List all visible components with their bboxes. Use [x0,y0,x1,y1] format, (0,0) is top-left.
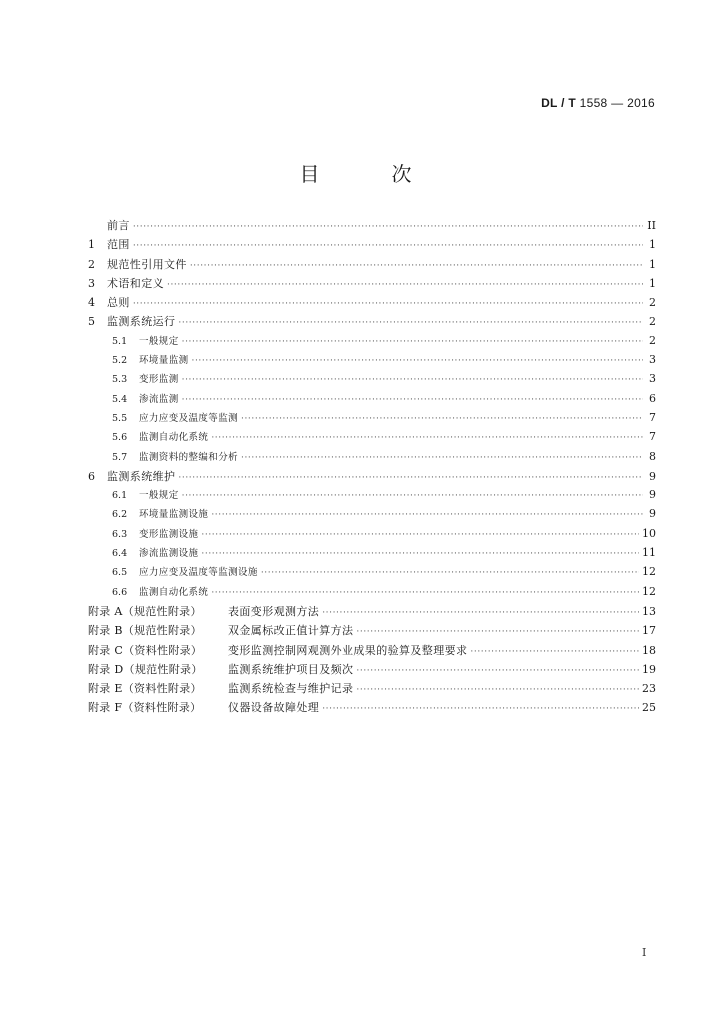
toc-entry-page: II [647,219,656,232]
toc-entry-page: 9 [649,469,656,483]
toc-dot-leader [211,510,643,520]
toc-dot-leader [261,568,639,578]
toc-entry-title: 范围 [107,238,130,252]
toc-dot-leader [322,608,639,618]
toc-subsection-entry[interactable] [88,526,656,545]
toc-dot-leader [201,530,639,540]
toc-dot-leader [178,473,643,483]
toc-entry-page: 2 [649,315,656,329]
toc-entry-title: 环境量监测 [139,355,189,367]
standard-code [541,96,655,110]
toc-entry-page: 6 [649,391,656,405]
toc-entry-page: 11 [642,546,656,560]
toc-dot-leader [201,549,639,559]
toc-entry-page: 1 [649,276,656,290]
toc-entry-number: 附录 F（资料性附录） [88,701,202,715]
toc-subsection-entry[interactable] [88,410,656,429]
toc-dot-leader [211,433,643,443]
toc-entry-page: 12 [642,565,656,579]
toc-appendix-entry[interactable] [88,622,656,641]
toc-entry-number: 6 [88,469,95,483]
toc-entry-number: 5.4 [112,393,128,405]
toc-entry-number: 6.6 [112,586,128,598]
toc-entry-title: 表面变形观测方法 [228,604,320,618]
toc-dot-leader [241,414,643,424]
toc-entry-page: 19 [642,662,656,676]
standard-code-number: 1558 — 2016 [579,96,655,110]
toc-entry-page: 9 [649,488,656,502]
toc-subsection-entry[interactable] [88,487,656,506]
table-of-contents [88,217,656,719]
toc-dot-leader [182,375,643,385]
toc-subsection-entry[interactable] [88,391,656,410]
toc-section-entry[interactable] [88,217,656,236]
toc-entry-page: 8 [649,449,656,463]
toc-dot-leader [133,222,643,232]
toc-entry-title: 监测系统检查与维护记录 [228,682,354,696]
toc-subsection-entry[interactable] [88,352,656,371]
toc-entry-number: 1 [88,238,95,252]
toc-entry-number: 附录 C（资料性附录） [88,643,203,657]
toc-entry-page: 3 [649,353,656,367]
toc-dot-leader [190,261,643,271]
toc-entry-title: 环境量监测设施 [139,509,209,521]
toc-entry-page: 12 [642,584,656,598]
toc-dot-leader [211,588,639,598]
toc-entry-page: 9 [649,507,656,521]
toc-entry-number: 5.1 [112,335,128,347]
toc-entry-page: 18 [642,643,656,657]
toc-subsection-entry[interactable] [88,429,656,448]
toc-entry-number: 5.5 [112,412,128,424]
toc-subsection-entry[interactable] [88,371,656,390]
toc-entry-title: 总则 [107,296,130,310]
toc-appendix-entry[interactable] [88,603,656,622]
toc-entry-page: 10 [642,526,656,540]
toc-appendix-entry[interactable] [88,642,656,661]
toc-dot-leader [178,318,643,328]
toc-dot-leader [182,491,643,501]
toc-entry-page: 17 [642,624,656,638]
toc-entry-number: 5.7 [112,451,128,463]
toc-entry-title: 规范性引用文件 [107,257,187,271]
toc-entry-page: 13 [642,604,656,618]
toc-entry-title: 一般规定 [139,335,179,347]
toc-entry-title: 应力应变及温度等监测设施 [139,567,258,579]
toc-entry-title: 双金属标改正值计算方法 [228,624,354,638]
toc-entry-number: 6.4 [112,548,128,560]
toc-entry-number: 5.3 [112,374,128,386]
toc-subsection-entry[interactable] [88,584,656,603]
toc-dot-leader [192,356,643,366]
toc-section-entry[interactable] [88,294,656,313]
toc-entry-title: 渗流监测设施 [139,548,199,560]
toc-entry-page: 7 [649,430,656,444]
toc-dot-leader [182,395,643,405]
toc-entry-number: 4 [88,296,95,310]
toc-entry-title: 前言 [107,219,130,232]
toc-entry-page: 2 [649,333,656,347]
toc-section-entry[interactable] [88,256,656,275]
toc-appendix-entry[interactable] [88,680,656,699]
toc-entry-title: 监测资料的整编和分析 [139,451,239,463]
toc-entry-number: 6.5 [112,567,128,579]
toc-entry-number: 6.2 [112,509,128,521]
toc-entry-title: 渗流监测 [139,393,179,405]
toc-entry-number: 附录 A（规范性附录） [88,604,202,618]
page-title: 目 次 [299,162,438,186]
toc-entry-title: 监测系统维护 [107,469,176,483]
toc-entry-number: 6.1 [112,490,128,502]
toc-dot-leader [167,280,643,290]
toc-entry-title: 变形监测设施 [139,528,199,540]
toc-entry-number: 2 [88,257,95,271]
toc-subsection-entry[interactable] [88,449,656,468]
toc-dot-leader [356,627,639,637]
toc-entry-number: 附录 E（资料性附录） [88,682,202,696]
toc-subsection-entry[interactable] [88,506,656,525]
toc-entry-title: 仪器设备故障处理 [228,701,320,715]
toc-entry-title: 一般规定 [139,490,179,502]
toc-entry-title: 监测系统维护项目及频次 [228,662,354,676]
page-number: I [642,946,647,959]
toc-entry-page: 2 [649,296,656,310]
toc-section-entry[interactable] [88,236,656,255]
toc-entry-title: 术语和定义 [107,276,164,290]
toc-subsection-entry[interactable] [88,333,656,352]
toc-entry-number: 3 [88,276,95,290]
toc-section-entry[interactable] [88,275,656,294]
toc-entry-page: 1 [649,257,656,271]
toc-dot-leader [356,666,639,676]
toc-dot-leader [470,647,639,657]
toc-section-entry[interactable] [88,313,656,332]
toc-entry-number: 附录 B（规范性附录） [88,624,202,638]
toc-entry-page: 7 [649,410,656,424]
toc-entry-title: 变形监测 [139,374,179,386]
toc-appendix-entry[interactable] [88,661,656,680]
toc-entry-number: 5 [88,315,95,329]
toc-entry-number: 5.6 [112,432,128,444]
toc-entry-title: 变形监测控制网观测外业成果的验算及整理要求 [228,643,468,657]
toc-entry-number: 6.3 [112,528,128,540]
toc-dot-leader [241,453,643,463]
toc-entry-title: 监测自动化系统 [139,432,209,444]
toc-dot-leader [133,241,643,251]
toc-entry-page: 1 [649,238,656,252]
toc-dot-leader [133,299,643,309]
toc-entry-title: 监测系统运行 [107,315,176,329]
toc-entry-title: 应力应变及温度等监测 [139,412,239,424]
toc-subsection-entry[interactable] [88,564,656,583]
toc-appendix-entry[interactable] [88,699,656,718]
toc-dot-leader [182,337,643,347]
toc-section-entry[interactable] [88,468,656,487]
toc-entry-title: 监测自动化系统 [139,586,209,598]
toc-entry-page: 23 [642,682,656,696]
toc-entry-number: 附录 D（规范性附录） [88,662,203,676]
toc-entry-number: 5.2 [112,355,128,367]
toc-entry-page: 3 [649,372,656,386]
toc-dot-leader [356,685,639,695]
toc-entry-page: 25 [642,701,656,715]
toc-dot-leader [322,704,639,714]
standard-code-prefix: DL / T [541,96,576,110]
toc-subsection-entry[interactable] [88,545,656,564]
